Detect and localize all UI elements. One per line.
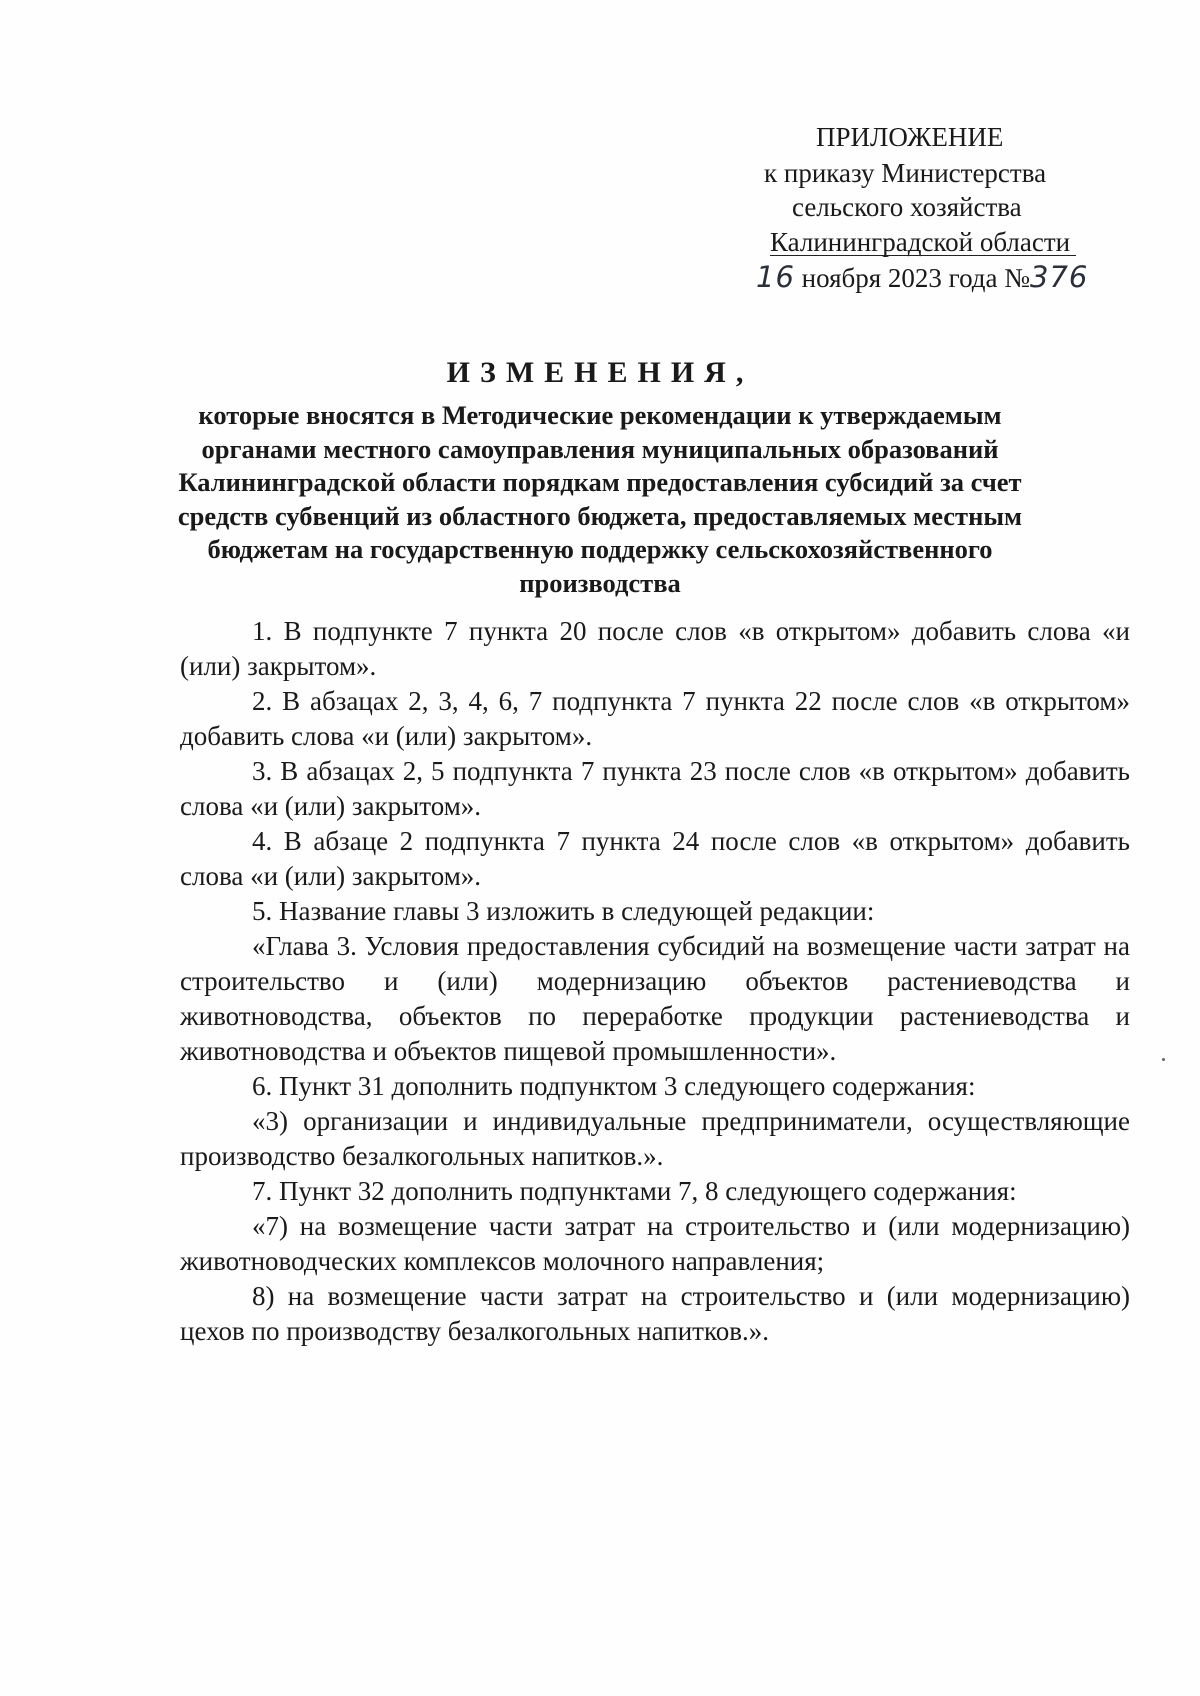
- appendix-label: ПРИЛОЖЕНИЕ: [816, 122, 1004, 152]
- amendment-paragraph-6: 6. Пункт 31 дополнить подпунктом 3 следующего содержания:: [252, 1071, 976, 1101]
- subtitle-line: органами местного самоуправления муниципальных образований: [201, 433, 999, 464]
- subtitle-line: бюджетам на государственную поддержку сельскохозяйственного: [207, 534, 993, 564]
- appendix-ministry: сельского хозяйства: [792, 192, 1022, 222]
- amendment-paragraph-4: 4. В абзаце 2 подпункта 7 пункта 24 после слов «в открытом» добавить слова «и (или) закрытом».: [180, 826, 1130, 891]
- signature-underline: [770, 255, 1076, 256]
- subtitle-line: Калининградской области порядкам предоставления субсидий за счет: [178, 467, 1022, 497]
- amendment-paragraph-5: 5. Название главы 3 изложить в следующей редакции:: [252, 896, 875, 926]
- document-title-block: [150, 355, 1050, 600]
- appendix-region-text: Калининградской области: [770, 227, 1071, 257]
- appendix-region: [770, 225, 1070, 259]
- document-title: ИЗМЕНЕНИЯ,: [446, 356, 754, 389]
- handwritten-number: 376: [1030, 260, 1089, 294]
- subtitle-line: которые вносятся в Методические рекомендации к утверждаемым: [198, 400, 1002, 430]
- appendix-date-line: [756, 260, 1088, 295]
- appendix-order-ref: к приказу Министерства: [764, 158, 1047, 188]
- amendment-paragraph-7: 7. Пункт 32 дополнить подпунктами 7, 8 следующего содержания:: [252, 1176, 1017, 1206]
- amendment-paragraph-3: 3. В абзацах 2, 5 подпункта 7 пункта 23 после слов «в открытом» добавить слова «и (или) закрытом».: [180, 756, 1130, 821]
- subpoint-8-quote: 8) на возмещение части затрат на строительство и (или модернизацию) цехов по производству безалкогольных напитков.».: [180, 1281, 1130, 1346]
- appendix-date-text: ноября 2023 года №: [794, 263, 1031, 293]
- subtitle-line: производства: [519, 567, 681, 598]
- subpoint-7-quote: «7) на возмещение части затрат на строительство и (или модернизацию) животноводческих комплексов молочного направления;: [180, 1211, 1130, 1276]
- document-subtitle: [150, 399, 1050, 600]
- chapter-3-quote: «Глава 3. Условия предоставления субсидий на возмещение части затрат на строительство и (или) модернизацию объектов растениеводства и животноводства, объектов по переработке продукции растениеводства и животноводства и объектов пищевой промышленности».: [180, 931, 1130, 1066]
- amendment-paragraph-2: 2. В абзацах 2, 3, 4, 6, 7 подпункта 7 пункта 22 после слов «в открытом» добавить слова «и (или) закрытом».: [180, 686, 1130, 751]
- amendment-paragraph-1: 1. В подпункте 7 пункта 20 после слов «в открытом» добавить слова «и (или) закрытом».: [180, 616, 1130, 681]
- handwritten-day: 16: [756, 260, 795, 294]
- subpoint-3-quote: «3) организации и индивидуальные предприниматели, осуществляющие производство безалкогольных напитков.».: [180, 1106, 1130, 1171]
- scan-artifact: [1162, 1058, 1165, 1061]
- document-body: [180, 614, 1130, 1349]
- subtitle-line: средств субвенций из областного бюджета, предоставляемых местным: [177, 500, 1023, 531]
